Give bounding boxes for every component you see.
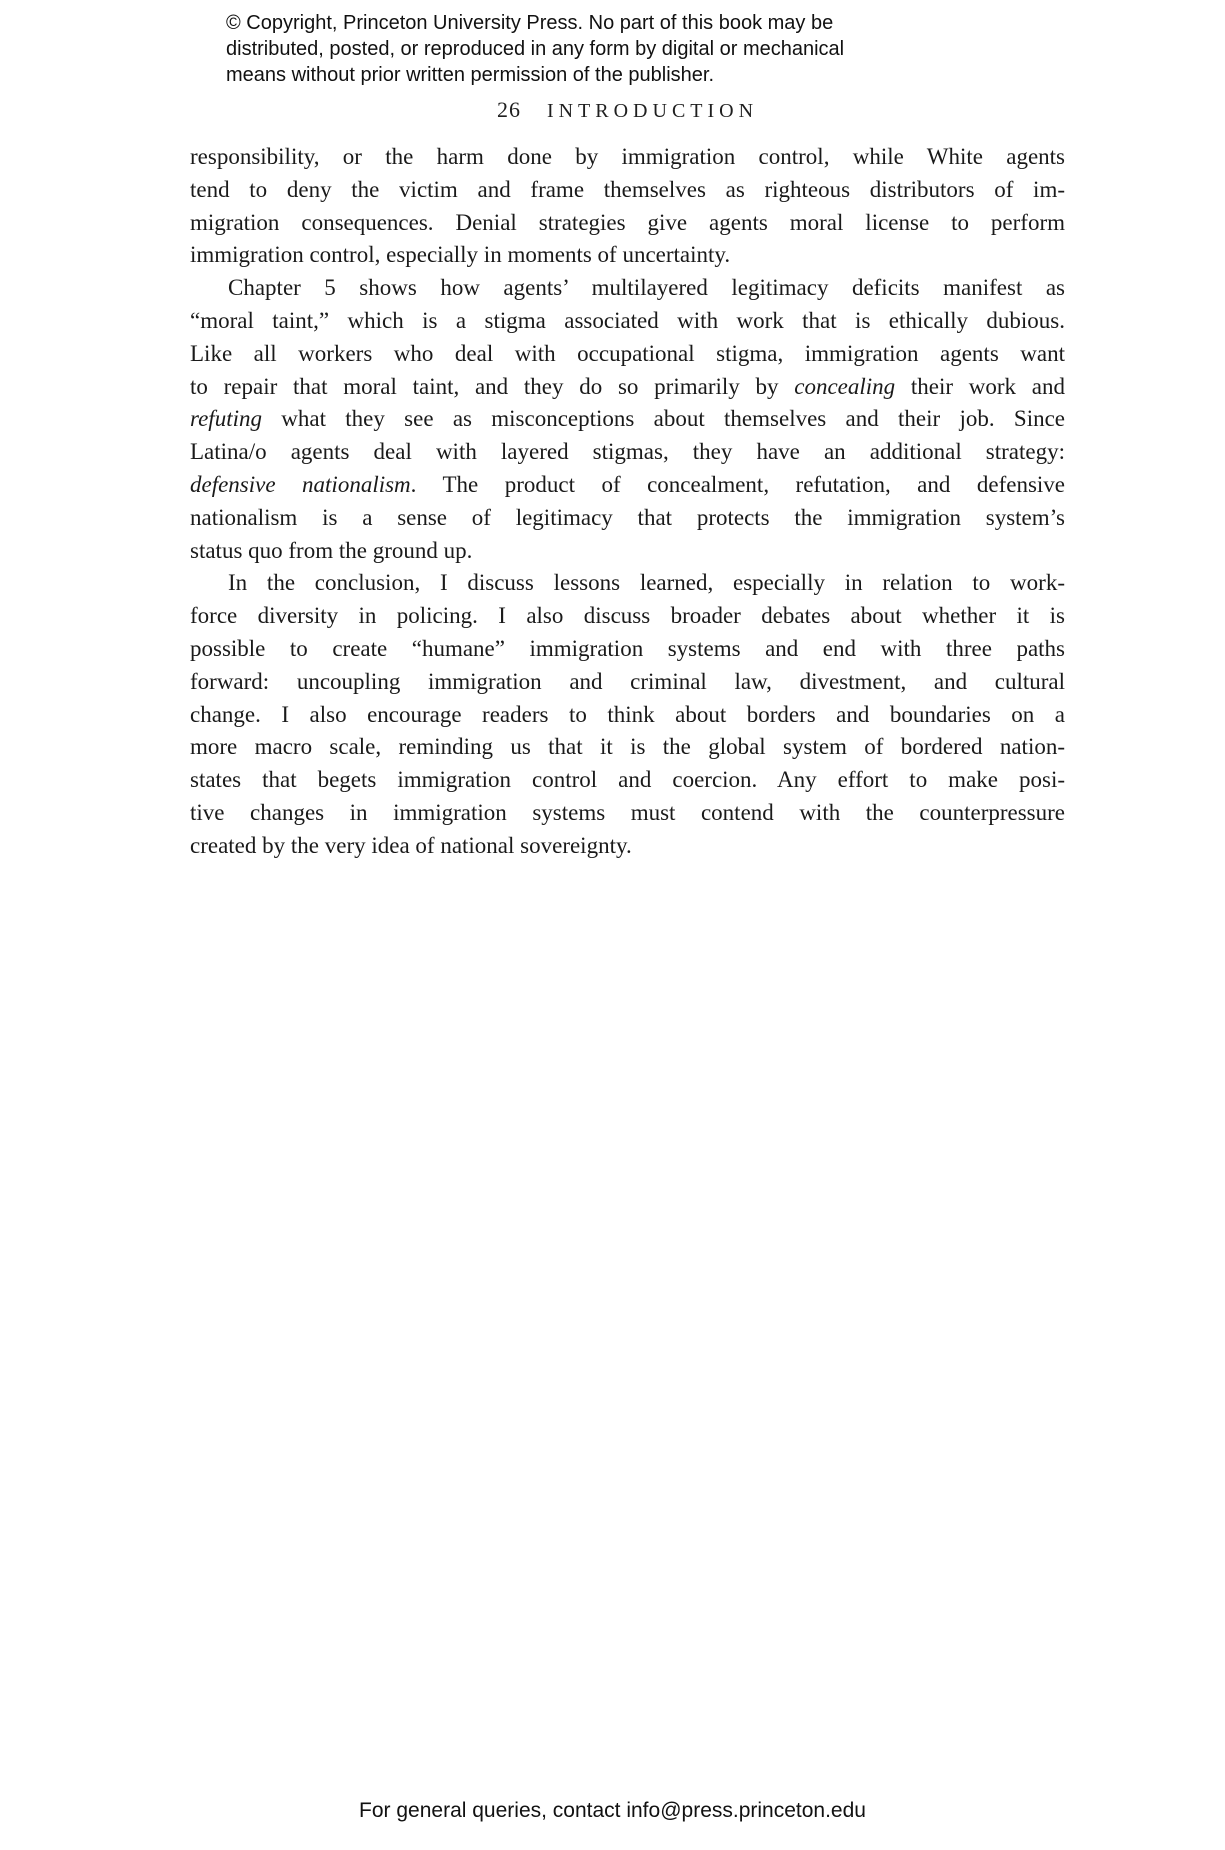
copyright-line: © Copyright, Princeton University Press. No part of this book may be bbox=[226, 12, 834, 34]
body-line: status quo from the ground up. bbox=[190, 537, 473, 563]
body-line: defensive nationalism. The product of concealment, refutation, and defensive bbox=[190, 471, 1065, 497]
body-line: created by the very idea of national sovereignty. bbox=[190, 832, 632, 858]
body-line: responsibility, or the harm done by immigration control, while White agents bbox=[190, 144, 1065, 169]
body-line: refuting what they see as misconceptions about themselves and their job. Since bbox=[190, 406, 1065, 432]
body-line: In the conclusion, I discuss lessons learned, especially in relation to work- bbox=[228, 570, 1065, 596]
body-line: to repair that moral taint, and they do so primarily by concealing their work and bbox=[190, 373, 1065, 399]
page-footer bbox=[0, 1799, 1225, 1823]
copyright-line: distributed, posted, or reproduced in any form by digital or mechanical bbox=[226, 38, 845, 60]
body-line: migration consequences. Denial strategies give agents moral license to perform bbox=[190, 209, 1065, 235]
body-line: more macro scale, reminding us that it is the global system of bordered nation- bbox=[190, 734, 1065, 760]
copyright-notice bbox=[226, 10, 844, 88]
body-line: forward: uncoupling immigration and criminal law, divestment, and cultural bbox=[190, 668, 1065, 694]
body-line: states that begets immigration control and coercion. Any effort to make posi- bbox=[190, 767, 1065, 793]
body-line: “moral taint,” which is a stigma associated with work that is ethically dubious. bbox=[190, 307, 1065, 333]
body-line: change. I also encourage readers to think about borders and boundaries on a bbox=[190, 701, 1065, 727]
body-line: nationalism is a sense of legitimacy that protects the immigration system’s bbox=[190, 504, 1065, 530]
body-line: possible to create “humane” immigration systems and end with three paths bbox=[190, 635, 1065, 661]
page-number: 26 bbox=[496, 97, 521, 122]
body-line: immigration control, especially in moments of uncertainty. bbox=[190, 242, 731, 268]
footer-text: For general queries, contact info@press.princeton.edu bbox=[359, 1799, 866, 1822]
body-line: Chapter 5 shows how agents’ multilayered legitimacy deficits manifest as bbox=[228, 275, 1065, 301]
body-line: Like all workers who deal with occupational stigma, immigration agents want bbox=[190, 340, 1065, 366]
body-line: tend to deny the victim and frame themselves as righteous distributors of im- bbox=[190, 176, 1065, 202]
running-head-title: INTRODUCTION bbox=[546, 100, 759, 122]
body-text bbox=[190, 141, 1065, 863]
copyright-line: means without prior written permission of the publisher. bbox=[226, 64, 715, 86]
body-line: Latina/o agents deal with layered stigmas, they have an additional strategy: bbox=[190, 439, 1065, 465]
body-line: force diversity in policing. I also discuss broader debates about whether it is bbox=[190, 603, 1065, 629]
body-line: tive changes in immigration systems must contend with the counterpressure bbox=[190, 799, 1065, 825]
running-header bbox=[190, 97, 1065, 123]
